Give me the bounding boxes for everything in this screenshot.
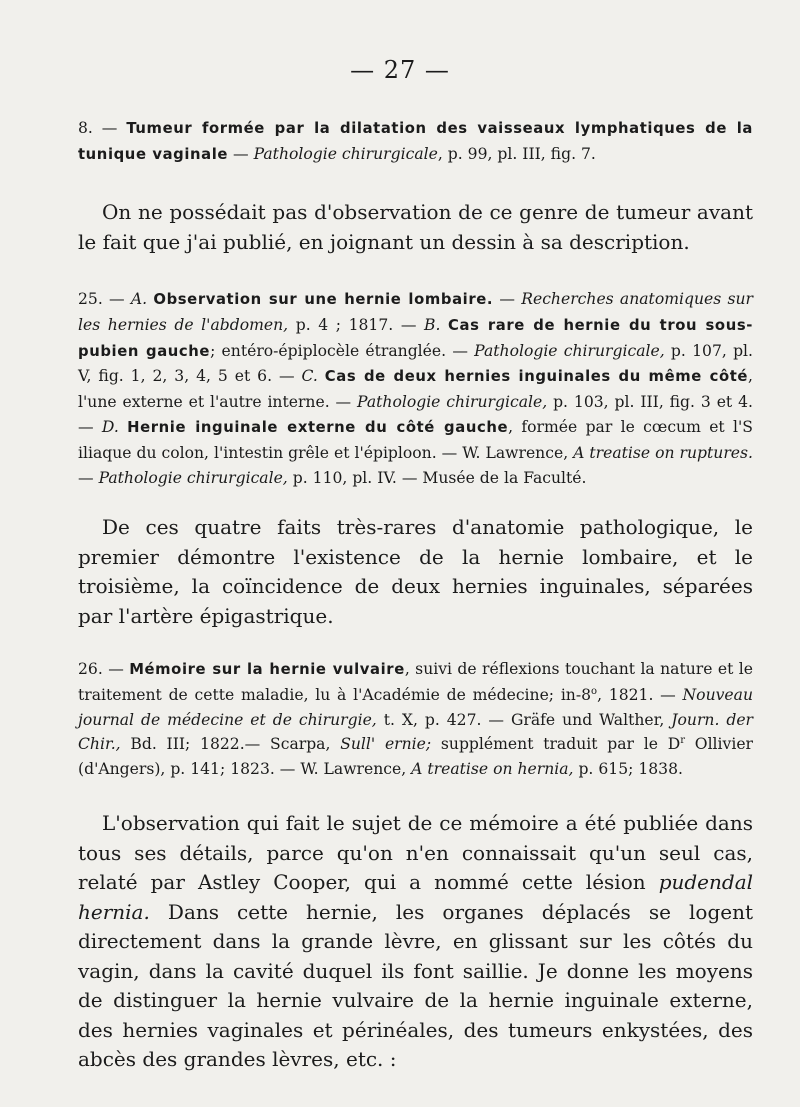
item-d-label: D. (101, 417, 119, 436)
item-c-reference: p. 103, pl. III, fig. 3 et 4. — (78, 393, 753, 436)
item-a-reference: p. 4 ; 1817. — (295, 315, 417, 334)
entry-title: Tumeur formée par la dilatation des vaisseaux lymphatiques de la tunique vaginale (78, 120, 753, 163)
journal-reference-4: p. 615; 1838. (578, 760, 683, 779)
paragraph-2 (78, 513, 753, 631)
paragraph-3 (78, 809, 753, 1075)
item-d-publication: Pathologie chirurgicale, (98, 468, 288, 487)
journal-title-1: Nouveau journal de médecine et de chirurgie, (78, 685, 753, 729)
item-a-title: Observation sur une hernie lombaire. (153, 291, 494, 308)
item-c-description: , l'une externe et l'autre interne. — (78, 367, 754, 412)
item-d-reference: p. 110, pl. IV. — Musée de la Faculté. (292, 468, 587, 487)
item-d-title: Hernie inguinale externe du côté gauche (127, 418, 509, 436)
entry-number: 8. — (78, 119, 118, 137)
item-c-title: Cas de deux hernies inguinales du même côté (324, 368, 749, 386)
journal-title-2: Journ. der Chir., (78, 710, 754, 754)
entry-number: 26. — (78, 660, 124, 678)
paragraph-1 (78, 198, 753, 257)
journal-title-4: A treatise on hernia, (411, 760, 574, 779)
paragraph-text-a: L'observation qui fait le sujet de ce mémoire a été publiée dans tous ses détails, parce qu'on n'en connaissait qu'un seul cas, relaté par Astley Cooper, qui a nommé cette lésion (78, 811, 753, 894)
bibliography-entry-8 (78, 116, 753, 168)
item-b-description: ; entéro-épiplocèle étranglée. — (210, 341, 468, 360)
separator: — (499, 290, 515, 308)
publication-title: Pathologie chirurgicale (253, 144, 438, 163)
item-c-publication: Pathologie chirurgicale, (357, 393, 548, 412)
bibliography-entry-25 (78, 287, 753, 490)
item-c-label: C. (301, 367, 318, 386)
item-b-reference: p. 107, pl. V, fig. 1, 2, 3, 4, 5 et 6. — (78, 341, 753, 386)
item-b-publication: Pathologie chirurgicale, (474, 341, 665, 360)
journal-reference-2: Bd. III; 1822.— Scarpa, (130, 735, 331, 754)
journal-title-3: Sull' ernie; (340, 735, 432, 754)
page-number: — 27 — (350, 56, 450, 84)
entry-title: Mémoire sur la hernie vulvaire (129, 661, 405, 678)
separator: — (233, 144, 249, 163)
doctor-superscript: r (680, 735, 686, 747)
entry-date: , 1821. — (597, 685, 676, 704)
separator: — (78, 468, 94, 487)
paragraph-text-b: Dans cette hernie, les organes déplacés se logent directement dans la grande lèvre, en glissant sur les côtés du vagin, dans la cavité duquel ils font saillie. Je donne les moyens de distinguer la hernie vulvaire de la hernie inguinale externe, des hernies vaginales et périnéales, des tumeurs enkystées, des abcès des grandes lèvres, etc. : (78, 899, 754, 1071)
item-a-label: A. (130, 290, 148, 308)
journal-reference-1: t. X, p. 427. — Gräfe und Walther, (383, 710, 665, 729)
entry-number: 25. — (78, 290, 125, 308)
item-a-publication: Recherches anatomiques sur les hernies de l'abdomen, (78, 290, 753, 334)
bibliography-entry-26 (78, 657, 753, 782)
item-b-label: B. (424, 315, 441, 334)
item-d-description: , formée par le cœcum et l'S iliaque du colon, l'intestin grêle et l'épiploon. — W. Lawrence, (78, 417, 753, 462)
journal-reference-3: supplément traduit par le D (440, 735, 681, 754)
item-d-work: A treatise on ruptures. (573, 443, 753, 462)
latin-term: pudendal hernia. (78, 870, 754, 924)
journal-reference-3b: Ollivier (d'Angers), p. 141; 1823. — W. Lawrence, (78, 735, 754, 779)
paragraph-text: De ces quatre faits très-rares d'anatomie pathologique, le premier démontre l'existence de la hernie lombaire, et le troisième, la coïncidence de deux hernies inguinales, séparées par l'artère épigastrique. (78, 515, 753, 628)
ordinal-superscript: o (591, 685, 598, 697)
publication-reference: , p. 99, pl. III, fig. 7. (437, 144, 596, 163)
item-b-title: Cas rare de hernie du trou sous-pubien gauche (78, 316, 753, 360)
paragraph-text: On ne possédait pas d'observation de ce genre de tumeur avant le fait que j'ai publié, en joignant un dessin à sa description. (78, 200, 753, 254)
entry-description: , suivi de réflexions touchant la nature et le traitement de cette maladie, lu à l'Académie de médecine; in-8 (78, 660, 753, 704)
